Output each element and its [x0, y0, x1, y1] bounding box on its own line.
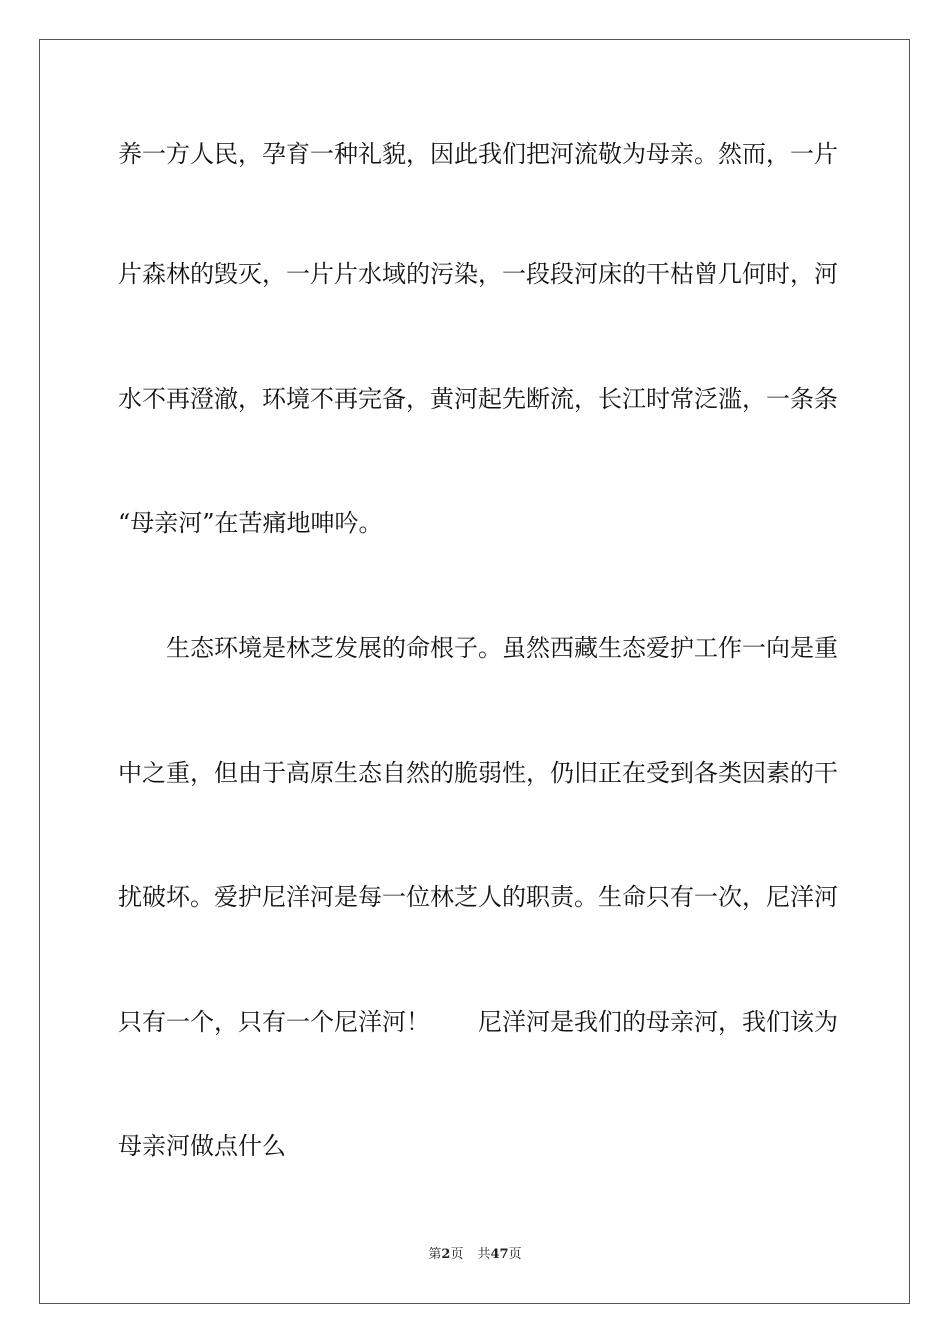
text-line-6: 中之重，但由于高原生态自然的脆弱性，仍旧正在受到各类因素的干 [118, 759, 838, 787]
footer-page-suffix: 页 [450, 1247, 464, 1262]
text-line-9: 母亲河做点什么 [118, 1132, 286, 1160]
footer-total-number: 47 [490, 1247, 509, 1262]
page-footer [0, 1246, 950, 1264]
footer-total-suffix: 页 [508, 1247, 522, 1262]
page-frame [39, 39, 910, 1304]
footer-page-prefix: 第 [428, 1247, 442, 1262]
footer-total-prefix: 共 [477, 1247, 491, 1262]
text-line-3: 水不再澄澈，环境不再完备，黄河起先断流，长江时常泛滥，一条条 [118, 385, 838, 413]
text-line-8: 只有一个，只有一个尼洋河！ 尼洋河是我们的母亲河，我们该为 [118, 1008, 838, 1036]
text-line-4: “母亲河”在苦痛地呻吟。 [118, 509, 383, 537]
text-line-7: 扰破坏。爱护尼洋河是每一位林芝人的职责。生命只有一次，尼洋河 [118, 883, 838, 911]
text-line-5: 生态环境是林芝发展的命根子。虽然西藏生态爱护工作一向是重 [118, 634, 838, 662]
text-line-2: 片森林的毁灭，一片片水域的污染，一段段河床的干枯曾几何时，河 [118, 260, 838, 288]
text-line-1: 养一方人民，孕育一种礼貌，因此我们把河流敬为母亲。然而，一片 [118, 140, 838, 168]
footer-page-number: 2 [441, 1247, 451, 1262]
